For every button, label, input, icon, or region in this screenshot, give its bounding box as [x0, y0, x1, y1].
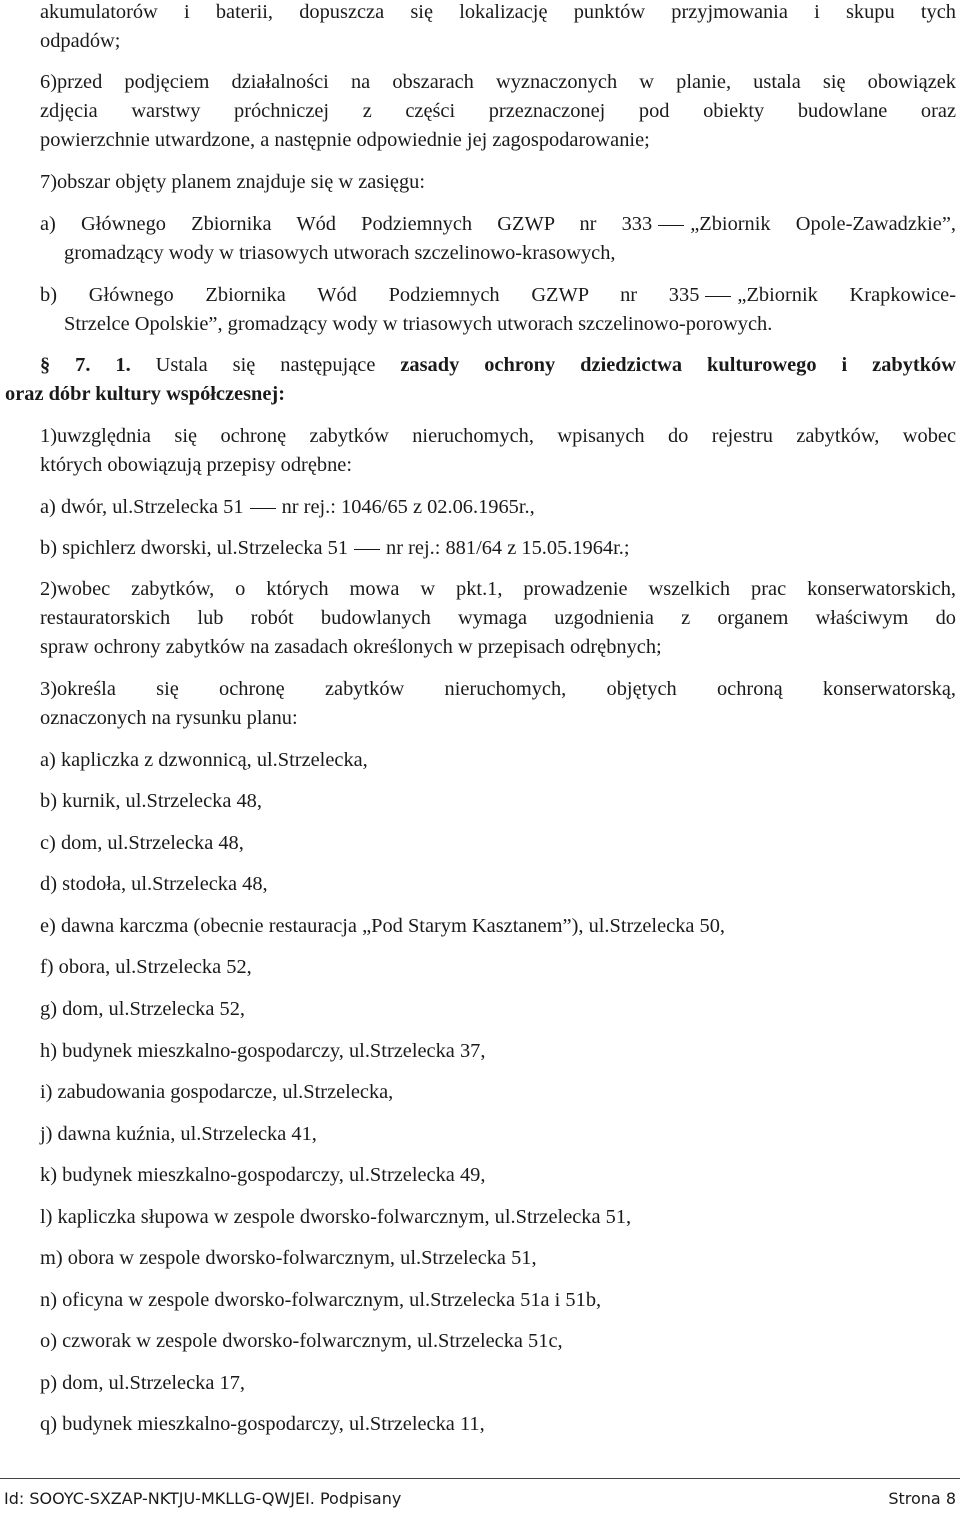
item-1-line: 1)uwzględnia się ochronę zabytków nieruchomych, wpisanych do rejestru zabytków, wobec — [40, 425, 956, 447]
item-3-line: oznaczonych na rysunku planu: — [40, 707, 298, 729]
list-item: q) budynek mieszkalno-gospodarczy, ul.Strzelecka 11, — [40, 1413, 485, 1435]
footer-page-number: Strona 8 — [888, 1489, 956, 1508]
item-2-line: 2)wobec zabytków, o których mowa w pkt.1, prowadzenie wszelkich prac konserwatorskich, — [40, 578, 956, 600]
list-item: n) oficyna w zespole dworsko-folwarcznym, ul.Strzelecka 51a i 51b, — [40, 1289, 602, 1311]
list-item: i) zabudowania gospodarcze, ul.Strzelecka, — [40, 1081, 394, 1103]
item-7a-text: a) Głównego Zbiornika Wód Podziemnych GZWP nr 333 — [40, 213, 653, 235]
list-item: l) kapliczka słupowa w zespole dworsko-folwarcznym, ul.Strzelecka 51, — [40, 1206, 632, 1228]
item-2-line: spraw ochrony zabytków na zasadach określonych w przepisach odrębnych; — [40, 636, 662, 658]
list-item: k) budynek mieszkalno-gospodarczy, ul.Strzelecka 49, — [40, 1164, 486, 1186]
paragraph-line: akumulatorów i baterii, dopuszcza się lokalizację punktów przyjmowania i skupu tych — [40, 1, 956, 23]
dash — [705, 296, 731, 297]
item-7b-text-end: „Zbiornik Krapkowice- — [737, 284, 956, 306]
list-item: o) czworak w zespole dworsko-folwarcznym, ul.Strzelecka 51c, — [40, 1330, 563, 1352]
item-6-line: powierzchnie utwardzone, a następnie odpowiednie jej zagospodarowanie; — [40, 129, 650, 151]
dash — [354, 549, 380, 550]
section-title: zasady ochrony dziedzictwa kulturowego i zabytków — [400, 354, 956, 376]
item-7-line: 7)obszar objęty planem znajduje się w zasięgu: — [40, 171, 426, 193]
item-6-line: 6)przed podjęciem działalności na obszarach wyznaczonych w planie, ustala się obowiązek — [40, 71, 956, 93]
item-2-line: restauratorskich lub robót budowlanych wymaga uzgodnienia z organem właściwym do — [40, 607, 956, 629]
section-7-heading — [40, 353, 956, 377]
dash — [250, 508, 276, 509]
item-1a-text: a) dwór, ul.Strzelecka 51 — [40, 496, 244, 518]
item-1b-text: b) spichlerz dworski, ul.Strzelecka 51 — [40, 537, 349, 559]
list-item: b) kurnik, ul.Strzelecka 48, — [40, 790, 262, 812]
section-title-cont: oraz dóbr kultury współczesnej: — [5, 383, 285, 405]
item-1-line: których obowiązują przepisy odrębne: — [40, 454, 352, 476]
item-7a-text-end: „Zbiornik Opole-Zawadzkie”, — [690, 213, 956, 235]
paragraph-line: odpadów; — [40, 30, 121, 52]
item-1b-line — [40, 536, 630, 560]
list-item: m) obora w zespole dworsko-folwarcznym, ul.Strzelecka 51, — [40, 1247, 537, 1269]
list-item: p) dom, ul.Strzelecka 17, — [40, 1372, 245, 1394]
list-item: c) dom, ul.Strzelecka 48, — [40, 832, 244, 854]
list-item: e) dawna karczma (obecnie restauracja „Pod Starym Kasztanem”), ul.Strzelecka 50, — [40, 915, 726, 937]
item-7b-line: Strzelce Opolskie”, gromadzący wody w triasowych utworach szczelinowo-porowych. — [64, 313, 773, 335]
item-1a-line — [40, 495, 535, 519]
item-6-line: zdjęcia warstwy próchniczej z części przeznaczonej pod obiekty budowlane oraz — [40, 100, 956, 122]
section-intro: Ustala się następujące — [155, 354, 376, 376]
item-1b-reg: nr rej.: 881/64 z 15.05.1964r.; — [386, 537, 630, 559]
section-7-heading-cont — [5, 382, 285, 406]
section-number: § 7. 1. — [40, 354, 131, 376]
item-3-line: 3)określa się ochronę zabytków nieruchomych, objętych ochroną konserwatorską, — [40, 678, 956, 700]
item-7a-line: gromadzący wody w triasowych utworach szczelinowo-krasowych, — [64, 242, 616, 264]
footer-divider — [0, 1478, 960, 1479]
footer-document-id: Id: SOOYC-SXZAP-NKTJU-MKLLG-QWJEI. Podpisany — [4, 1489, 402, 1508]
item-1a-reg: nr rej.: 1046/65 z 02.06.1965r., — [281, 496, 535, 518]
list-item: f) obora, ul.Strzelecka 52, — [40, 956, 252, 978]
list-item: h) budynek mieszkalno-gospodarczy, ul.Strzelecka 37, — [40, 1040, 486, 1062]
item-7b-line — [40, 283, 956, 307]
item-7b-text: b) Głównego Zbiornika Wód Podziemnych GZWP nr 335 — [40, 284, 700, 306]
dash — [658, 225, 684, 226]
list-item: g) dom, ul.Strzelecka 52, — [40, 998, 245, 1020]
item-7a-line — [40, 212, 956, 236]
list-item: a) kapliczka z dzwonnicą, ul.Strzelecka, — [40, 749, 368, 771]
list-item: d) stodoła, ul.Strzelecka 48, — [40, 873, 268, 895]
list-item: j) dawna kuźnia, ul.Strzelecka 41, — [40, 1123, 317, 1145]
